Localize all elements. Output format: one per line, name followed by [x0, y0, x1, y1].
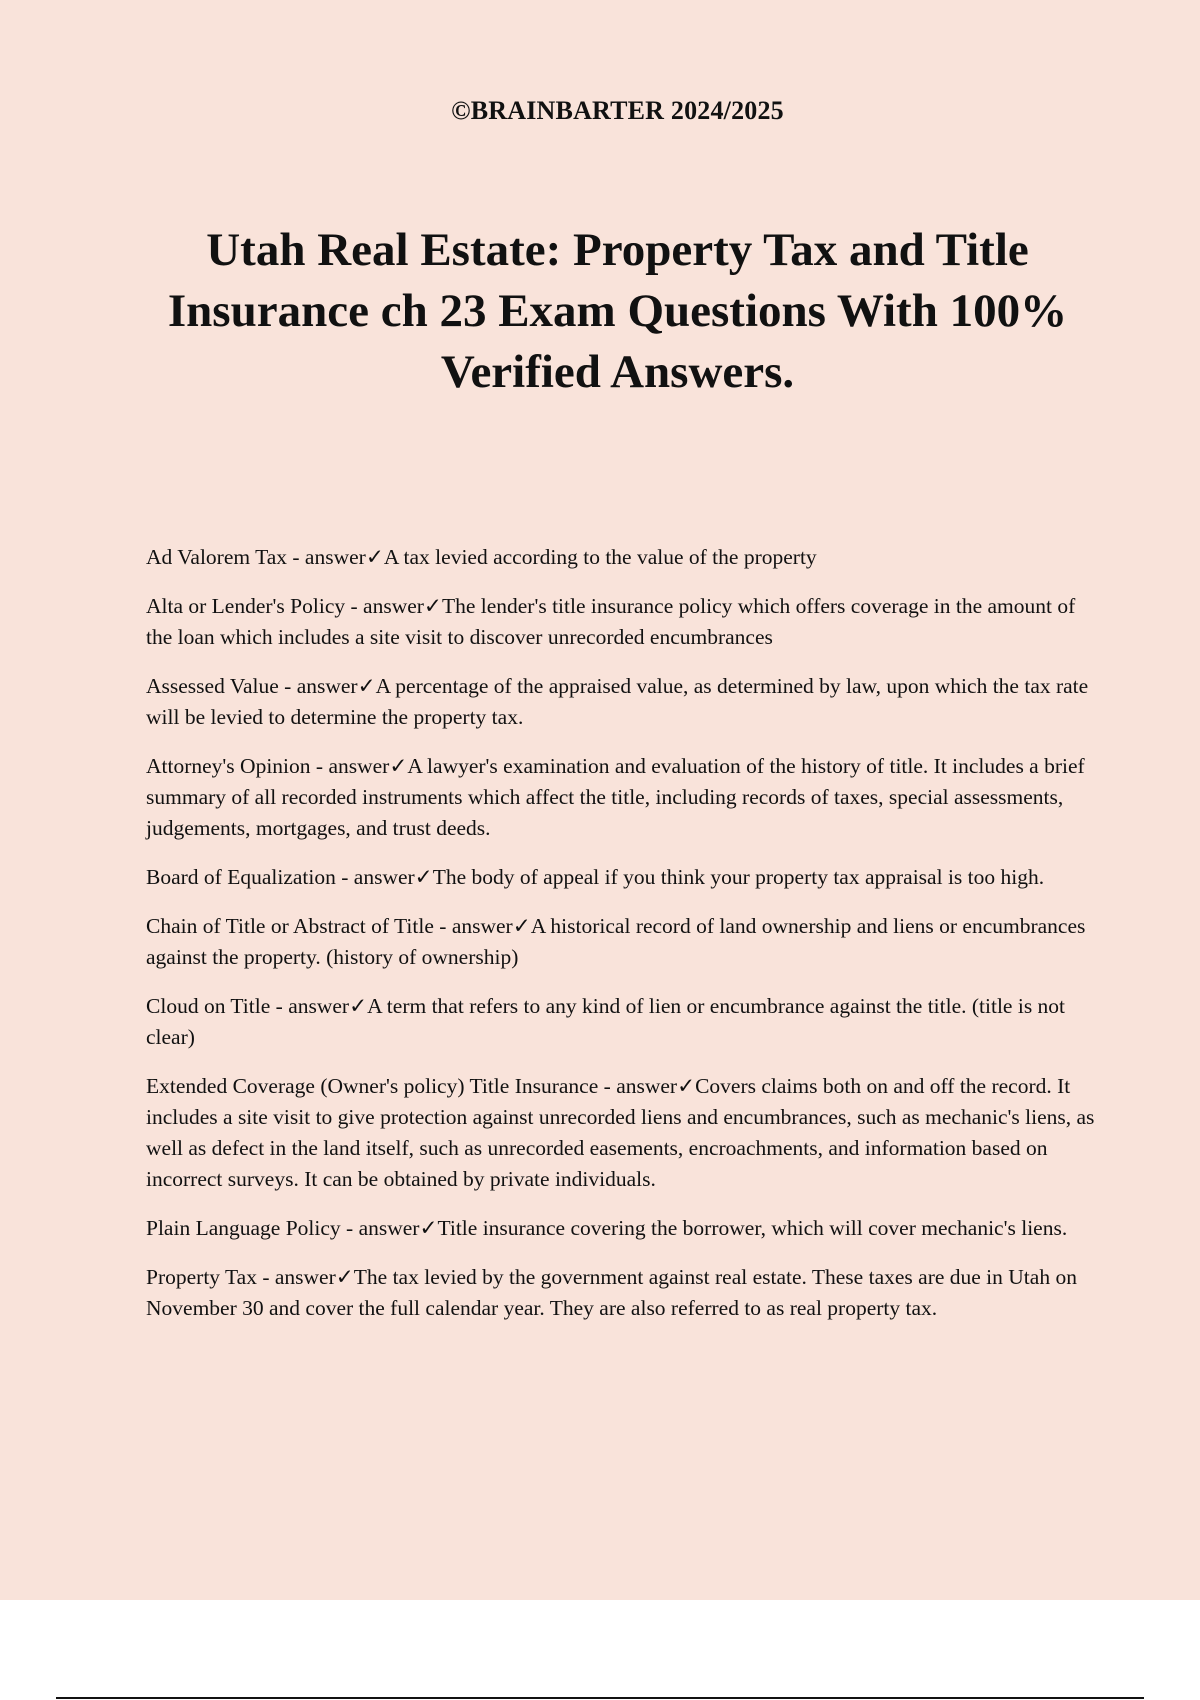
entry-definition: Title insurance covering the borrower, which will cover mechanic's liens. — [437, 1216, 1068, 1240]
entry-definition: A percentage of the appraised value, as determined by law, upon which the tax rate will be levied to determine the property tax. — [146, 674, 1089, 729]
answer-label: answer — [363, 594, 424, 618]
entry-definition: The lender's title insurance policy which offers coverage in the amount of the loan which includes a site visit to discover unrecorded encumbrances — [146, 594, 1076, 649]
entry-term: Board of Equalization - — [146, 865, 354, 889]
glossary-entry — [146, 591, 1096, 653]
glossary-entry — [146, 1213, 1096, 1244]
footer-divider — [56, 1697, 1144, 1699]
check-mark-icon: ✓ — [335, 1265, 354, 1289]
entry-term: Assessed Value - — [146, 674, 297, 698]
check-mark-icon: ✓ — [512, 914, 531, 938]
check-mark-icon: ✓ — [677, 1074, 696, 1098]
answer-label: answer — [296, 674, 358, 698]
answer-label: answer — [451, 914, 513, 938]
check-mark-icon: ✓ — [419, 1216, 438, 1240]
check-mark-icon: ✓ — [423, 594, 442, 618]
glossary-entry — [146, 751, 1096, 844]
check-mark-icon: ✓ — [414, 865, 433, 889]
entry-term: Cloud on Title - — [146, 994, 289, 1018]
entry-term: Property Tax - — [146, 1265, 275, 1289]
answer-label: answer — [304, 545, 366, 569]
answer-label: answer — [288, 994, 350, 1018]
entry-definition: The tax levied by the government against real estate. These taxes are due in Utah on November 30 and cover the full calendar year. They are also referred to as real property tax. — [146, 1265, 1077, 1320]
check-mark-icon: ✓ — [389, 754, 408, 778]
entry-term: Chain of Title or Abstract of Title - — [146, 914, 452, 938]
answer-label: answer — [328, 754, 390, 778]
entry-definition: A historical record of land ownership and liens or encumbrances against the property. (history of ownership) — [146, 914, 1086, 969]
glossary-entry — [146, 542, 1096, 573]
entry-definition: The body of appeal if you think your property tax appraisal is too high. — [432, 865, 1045, 889]
glossary-entry — [146, 671, 1096, 733]
check-mark-icon: ✓ — [365, 545, 384, 569]
document-title: Utah Real Estate: Property Tax and Title Insurance ch 23 Exam Questions With 100% Verified Answers. — [167, 224, 1068, 398]
entry-term: Alta or Lender's Policy - — [146, 594, 364, 618]
entry-definition: A term that refers to any kind of lien or encumbrance against the title. (title is not clear) — [146, 994, 1066, 1049]
entry-term: Attorney's Opinion - — [146, 754, 329, 778]
check-mark-icon: ✓ — [357, 674, 376, 698]
entry-term: Plain Language Policy - — [146, 1216, 359, 1240]
glossary-entry — [146, 991, 1096, 1053]
glossary-list — [146, 542, 1096, 1342]
entry-definition: A lawyer's examination and evaluation of the history of title. It includes a brief summary of all recorded instruments which affect the title, including records of taxes, special assessments, judgements, mortgages, and trust deeds. — [146, 754, 1085, 840]
entry-term: Extended Coverage (Owner's policy) Title Insurance - — [146, 1074, 617, 1098]
entry-term: Ad Valorem Tax - — [146, 545, 305, 569]
glossary-entry — [146, 1071, 1096, 1195]
glossary-entry — [146, 911, 1096, 973]
answer-label: answer — [274, 1265, 336, 1289]
check-mark-icon: ✓ — [349, 994, 368, 1018]
glossary-entry — [146, 862, 1096, 893]
answer-label: answer — [353, 865, 415, 889]
entry-definition: A tax levied according to the value of the property — [383, 545, 817, 569]
answer-label: answer — [616, 1074, 678, 1098]
copyright-header: ©BRAINBARTER 2024/2025 — [451, 96, 784, 125]
entry-definition: Covers claims both on and off the record. It includes a site visit to give protection against unrecorded liens and encumbrances, such as mechanic's liens, as well as defect in the land itself, such as unrecorded easements, encroachments, and information based on incorrect surveys. It can be obtained by private individuals. — [146, 1074, 1095, 1191]
answer-label: answer — [358, 1216, 420, 1240]
glossary-entry — [146, 1262, 1096, 1324]
